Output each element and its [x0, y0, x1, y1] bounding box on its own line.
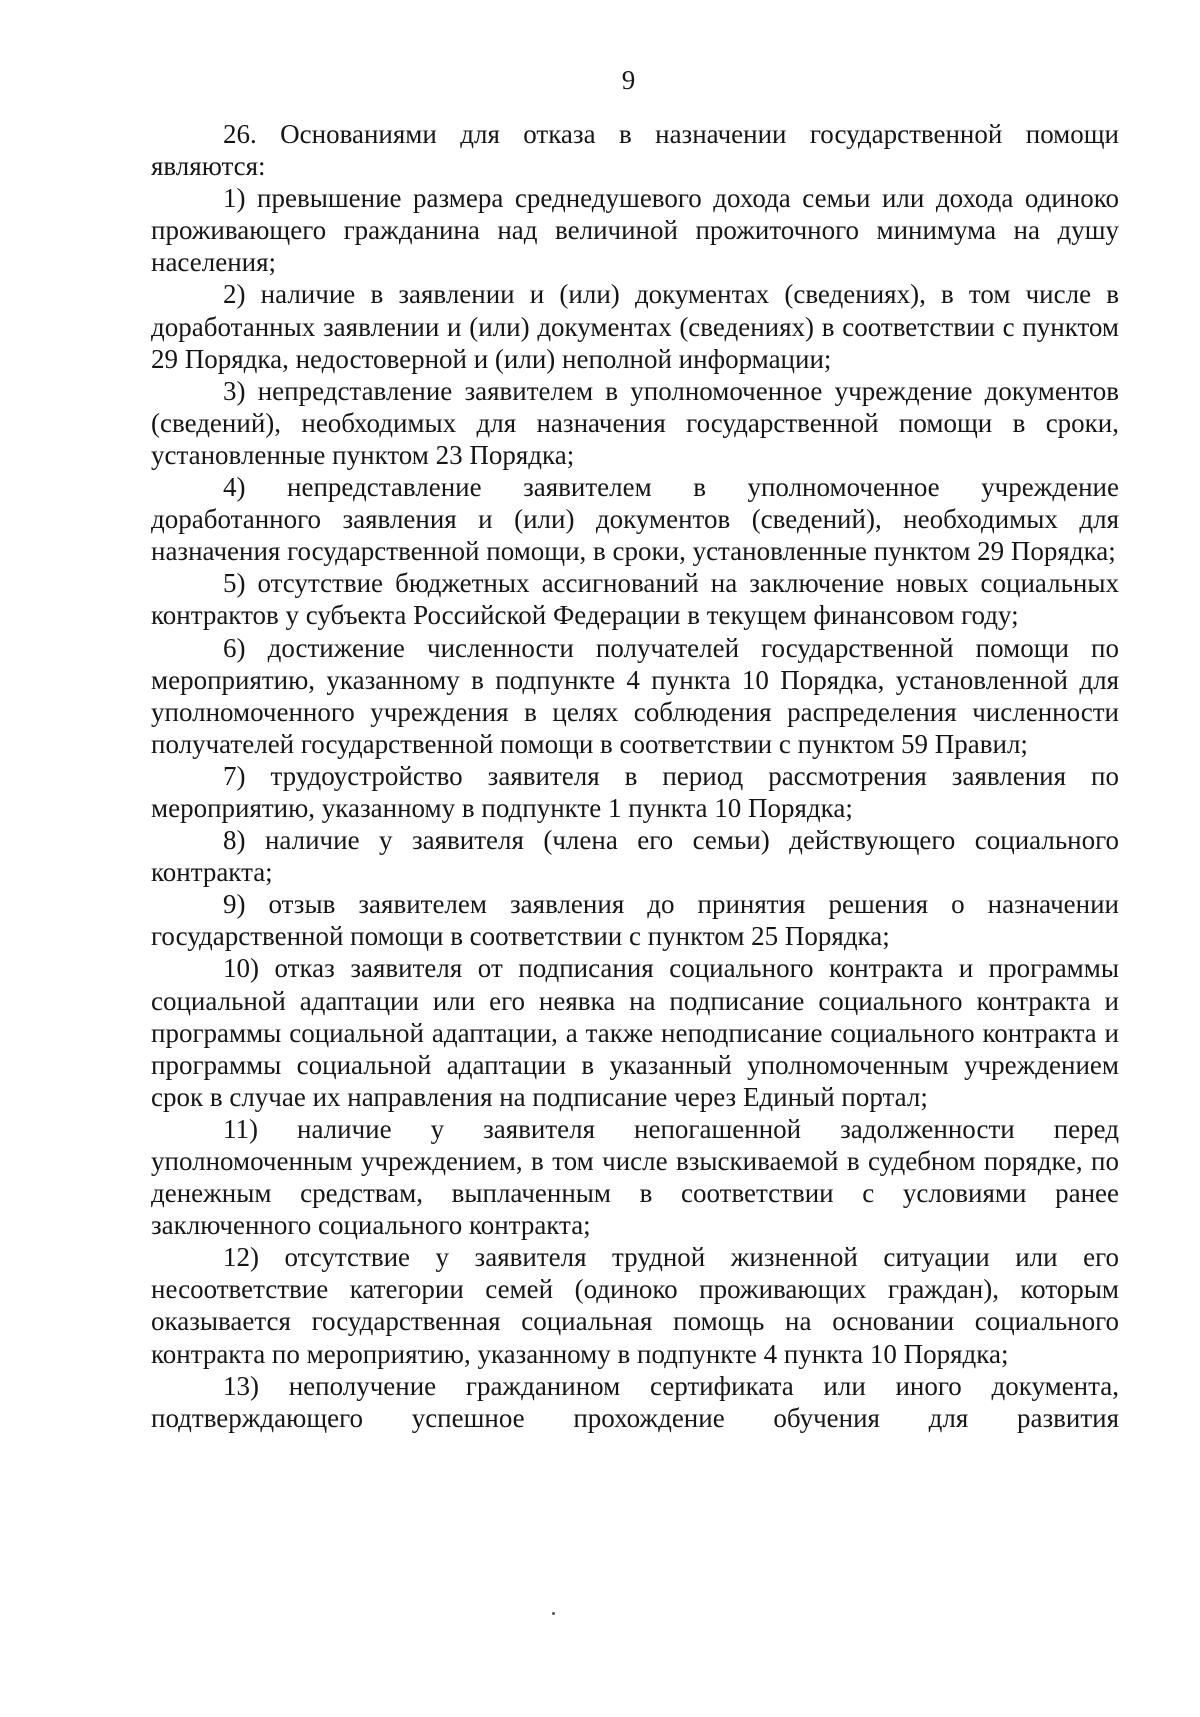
list-item-13: 13) неполучение гражданином сертификата или иного документа, подтверждающего успешное прохождение обучения для развития: [151, 1370, 1119, 1433]
list-item-7: 7) трудоустройство заявителя в период рассмотрения заявления по мероприятию, указанному в подпункте 1 пункта 10 Порядка;: [151, 760, 1119, 823]
list-item-11: 11) наличие у заявителя непогашенной задолженности перед уполномоченным учреждением, в том числе взыскиваемой в судебном порядке, по денежным средствам, выплаченным в соответствии с условиями ранее заключенного социального контракта;: [151, 1113, 1119, 1241]
list-item-9: 9) отзыв заявителем заявления до принятия решения о назначении государственной помощи в соответствии с пунктом 25 Порядка;: [151, 889, 1119, 952]
list-item-6: 6) достижение численности получателей государственной помощи по мероприятию, указанному в подпункте 4 пункта 10 Порядка, установленной для уполномоченного учреждения в целях соблюдения распределения численности получателей государственной помощи в соответствии с пунктом 59 Правил;: [151, 632, 1119, 759]
list-item-1: 1) превышение размера среднедушевого дохода семьи или дохода одиноко проживающего гражданина над величиной прожиточного минимума на душу населения;: [151, 183, 1119, 278]
list-item-3: 3) непредставление заявителем в уполномоченное учреждение документов (сведений), необходимых для назначения государственной помощи в сроки, установленные пунктом 23 Порядка;: [151, 375, 1119, 470]
scan-speck: [552, 1612, 555, 1615]
list-item-12: 12) отсутствие у заявителя трудной жизненной ситуации или его несоответствие категории семей (одиноко проживающих граждан), которым оказывается государственная социальная помощь на основании социального контракта по мероприятию, указанному в подпункте 4 пункта 10 Порядка;: [151, 1242, 1119, 1369]
list-item-2: 2) наличие в заявлении и (или) документах (сведениях), в том числе в доработанных заявлении и (или) документах (сведениях) в соответствии с пунктом 29 Порядка, недостоверной и (или) неполной информации;: [151, 279, 1119, 374]
list-item-4: 4) непредставление заявителем в уполномоченное учреждение доработанного заявления и (или) документов (сведений), необходимых для назначения государственной помощи, в сроки, установленные пунктом 29 Порядка;: [151, 472, 1119, 567]
document-body: [151, 118, 1119, 1434]
list-item-8: 8) наличие у заявителя (члена его семьи) действующего социального контракта;: [151, 825, 1119, 888]
page-number: 9: [621, 65, 636, 95]
paragraph-26-heading: 26. Основаниями для отказа в назначении государственной помощи являются:: [151, 119, 1119, 182]
list-item-5: 5) отсутствие бюджетных ассигнований на заключение новых социальных контрактов у субъекта Российской Федерации в текущем финансовом году;: [151, 568, 1119, 631]
list-item-10: 10) отказ заявителя от подписания социального контракта и программы социальной адаптации или его неявка на подписание социального контракта и программы социальной адаптации, а также неподписание социального контракта и программы социальной адаптации в указанный уполномоченным учреждением срок в случае их направления на подписание через Единый портал;: [151, 953, 1119, 1112]
